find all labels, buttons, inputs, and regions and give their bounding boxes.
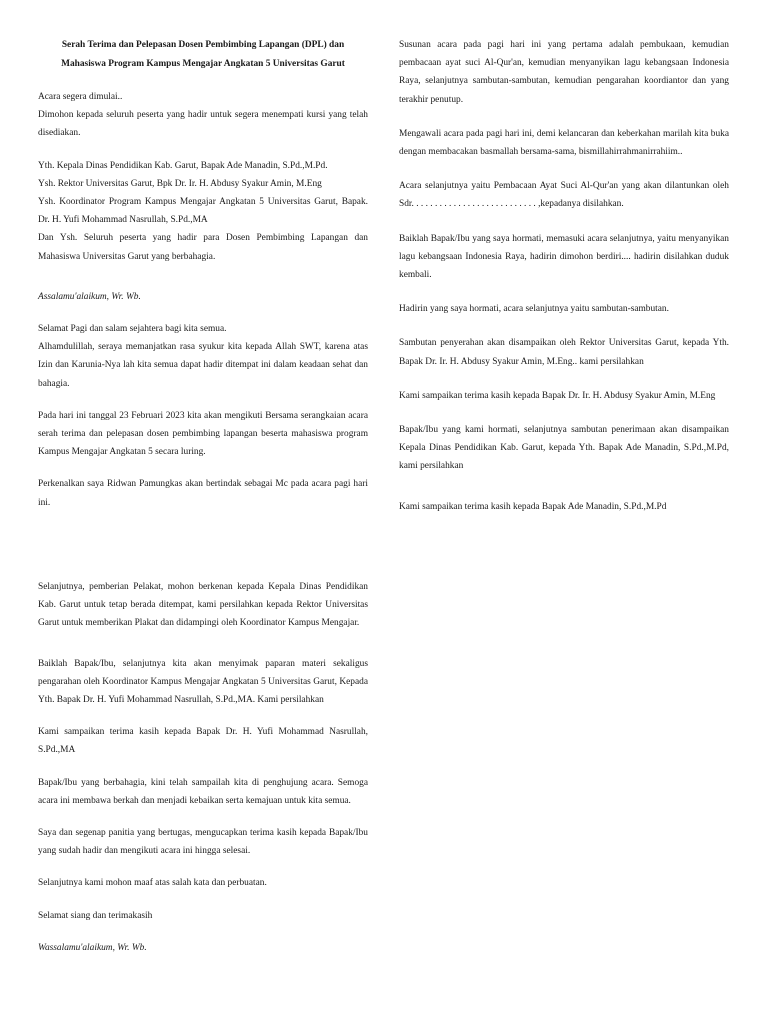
left-column-top: [38, 36, 368, 512]
right-column-top: [399, 36, 729, 516]
paragraph-opening-1: Acara segera dimulai..: [38, 92, 123, 102]
paragraph-greeting-4: Dan Ysh. Seluruh peserta yang hadir para Dosen Pembimbing Lapangan dan Mahasiswa Universitas Garut yang berbahagia.: [38, 233, 368, 262]
paragraph-salam-pagi: Selamat Pagi dan salam sejahtera bagi kita semua.: [38, 324, 227, 335]
paragraph-susunan: Susunan acara pada pagi hari ini yang pertama adalah pembukaan, kemudian pembacaan ayat suci Al-Qur'an, kemudian menyanyikan lagu kebangsaan Indonesia Raya, selanjutnya sambutan-sambutan, kemudian pengarahan koordiantor dan yang terakhir penutup.: [399, 40, 729, 105]
paragraph-greeting-1: Yth. Kepala Dinas Pendidikan Kab. Garut, Bapak Ade Manadin, S.Pd.,M.Pd.: [38, 160, 328, 171]
paragraph-indonesia-raya: Baiklah Bapak/Ibu yang saya hormati, memasuki acara selanjutnya, yaitu menyanyikan lagu kebangsaan Indonesia Raya, hadirin dimohon berdiri.... hadirin disilahkan duduk kembali.: [399, 233, 729, 281]
paragraph-maaf: Selanjutnya kami mohon maaf atas salah kata dan perbuatan.: [38, 878, 267, 889]
paragraph-sambutan-rektor: Sambutan penyerahan akan disampaikan oleh Rektor Universitas Garut, kepada Yth. Bapak Dr. Ir. H. Abdusy Syakur Amin, M.Eng.. kami persilahkan: [399, 338, 729, 367]
paragraph-perkenalan: Perkenalkan saya Ridwan Pamungkas akan bertindak sebagai Mc pada acara pagi hari ini.: [38, 479, 368, 508]
paragraph-penghujung: Bapak/Ibu yang berbahagia, kini telah sampailah kita di penghujung acara. Semoga acara ini membawa berkah dan menjadi kebaikan serta kemajuan untuk kita semua.: [38, 777, 368, 806]
paragraph-greeting-2: Ysh. Rektor Universitas Garut, Bpk Dr. Ir. H. Abdusy Syakur Amin, M.Eng: [38, 178, 322, 189]
paragraph-panitia: Saya dan segenap panitia yang bertugas, mengucapkan terima kasih kepada Bapak/Ibu yang sudah hadir dan mengikuti acara ini hingga selesai.: [38, 828, 368, 857]
left-column-bottom: [38, 578, 368, 957]
paragraph-terima-kasih-rektor: Kami sampaikan terima kasih kepada Bapak Dr. Ir. H. Abdusy Syakur Amin, M.Eng: [399, 390, 716, 401]
paragraph-mengawali: Mengawali acara pada pagi hari ini, demi kelancaran dan keberkahan marilah kita buka dengan membacakan basmallah bersama-sama, bismillahirrahmanirrahiim..: [399, 128, 729, 158]
paragraph-greeting-3: Ysh. Koordinator Program Kampus Mengajar Angkatan 5 Universitas Garut, Bapak. Dr. H. Yufi Mohammad Nasrullah, S.Pd.,MA: [38, 197, 368, 226]
paragraph-alhamdulillah: Alhamdulillah, seraya memanjatkan rasa syukur kita kepada Allah SWT, karena atas Izin dan Karunia-Nya lah kita semua dapat hadir ditempat ini dalam keadaan sehat dan bahagia.: [38, 342, 368, 389]
paragraph-terima-kasih-yufi: Kami sampaikan terima kasih kepada Bapak Dr. H. Yufi Mohammad Nasrullah, S.Pd.,MA: [38, 727, 368, 756]
paragraph-selamat-siang: Selamat siang dan terimakasih: [38, 910, 153, 921]
paragraph-paparan: Baiklah Bapak/Ibu, selanjutnya kita akan menyimak paparan materi sekaligus pengarahan oleh Koordinator Kampus Mengajar Angkatan 5 Universitas Garut, Kepada Yth. Bapak Dr. H. Yufi Mohammad Nasrullah, S.Pd.,MA. Kami persilahkan: [38, 658, 368, 706]
paragraph-wassalam: Wassalamu'alaikum, Wr. Wb.: [38, 942, 147, 953]
paragraph-ayat-suci: Acara selanjutnya yaitu Pembacaan Ayat Suci Al-Qur'an yang akan dilantunkan oleh Sdr. . . . . . . . . . . . . . . . . . . . . . . . . . . ,kepadanya disilahkan.: [399, 181, 729, 210]
paragraph-hari-ini: Pada hari ini tanggal 23 Februari 2023 kita akan mengikuti Bersama serangkaian acara serah terima dan pelepasan dosen pembimbing lapangan beserta mahasiswa program Kampus Mengajar Angkatan 5 secara luring.: [38, 410, 368, 458]
paragraph-salam: Assalamu'alaikum, Wr. Wb.: [38, 291, 141, 302]
paragraph-opening-2: Dimohon kepada seluruh peserta yang hadir untuk segera menempati kursi yang telah disediakan.: [38, 110, 368, 139]
paragraph-sambutan-kadis: Bapak/Ibu yang kami hormati, selanjutnya sambutan penerimaan akan disampaikan Kepala Dinas Pendidikan Kab. Garut, kepada Yth. Bapak Ade Manadin, S.Pd.,M.Pd, kami persilahkan: [399, 425, 729, 472]
paragraph-terima-kasih-kadis: Kami sampaikan terima kasih kepada Bapak Ade Manadin, S.Pd.,M.Pd: [399, 501, 667, 512]
document-title: Serah Terima dan Pelepasan Dosen Pembimbing Lapangan (DPL) dan Mahasiswa Program Kampus Mengajar Angkatan 5 Universitas Garut: [61, 40, 345, 69]
paragraph-plakat: Selanjutnya, pemberian Pelakat, mohon berkenan kepada Kepala Dinas Pendidikan Kab. Garut untuk tetap berada ditempat, kami persilahkan kepada Rektor Universitas Garut untuk memberikan Plakat dan didampingi oleh Koordinator Kampus Mengajar.: [38, 582, 368, 629]
paragraph-sambutan-intro: Hadirin yang saya hormati, acara selanjutnya yaitu sambutan-sambutan.: [399, 304, 669, 315]
